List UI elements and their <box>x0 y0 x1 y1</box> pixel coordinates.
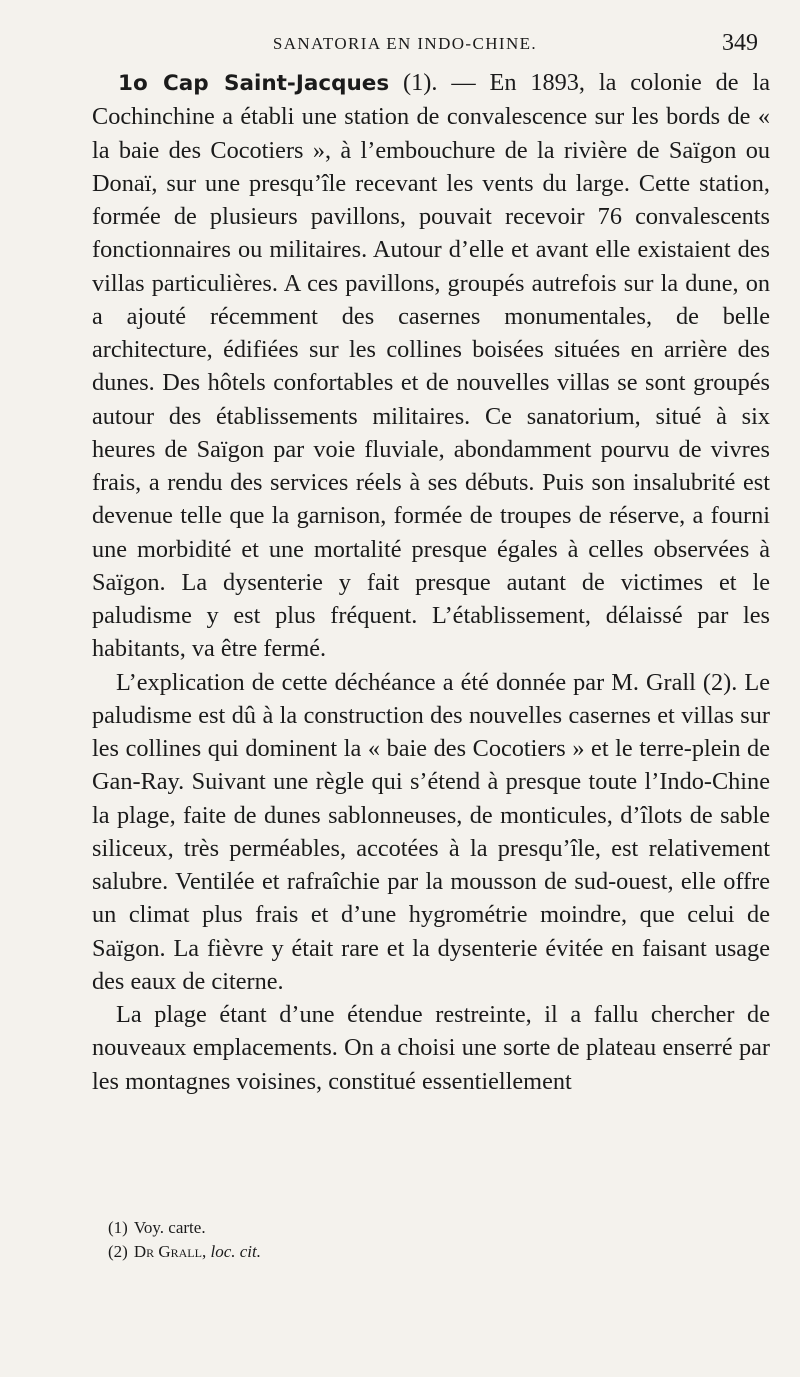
footnote-author: Dr Grall, <box>133 1242 207 1261</box>
footnotes <box>108 1216 261 1264</box>
running-title: SANATORIA EN INDO-CHINE. <box>272 34 538 53</box>
footnote-1 <box>108 1216 261 1240</box>
paragraph-2: L’explication de cette déchéance a été donnée par M. Grall (2). Le paludisme est dû à la construction des nouvelles casernes et villas sur les collines qui dominent la « baie des Cocotiers » et le terre-plein de Gan-Ray. Suivant une règle qui s’étend à presque toute l’Indo-Chine la plage, faite de dunes sablonneuses, de monticules, d’îlots de sable siliceux, très perméables, accotées à la presqu’île, est relativement salubre. Ventilée et rafraîchie par la mousson de sud-ouest, elle offre un climat plus frais et d’une hygrométrie moindre, que celui de Saïgon. La fièvre y était rare et la dysenterie évitée en faisant usage des eaux de citerne. <box>92 668 770 995</box>
footnote-mark: (2) <box>108 1242 128 1261</box>
body-text <box>92 66 770 1098</box>
paragraph-1 <box>92 66 770 666</box>
section-title: Cap Saint-Jacques <box>163 71 390 96</box>
footnote-ref-1: (1). <box>403 69 438 96</box>
paragraph-1-text: — En 1893, la colonie de la Cochinchine a établi une station de convalescence sur les bords de « la baie des Cocotiers », à l’embouchure de la rivière de Saïgon ou Donaï, sur une presqu’île recevant les vents du large. Cette station, formée de plusieurs pavillons, pouvait recevoir 76 convalescents fonctionnaires ou militaires. Autour d’elle et avant elle existaient des villas particulières. A ces pavillons, groupés autrefois sur la dune, on a ajouté récemment des casernes monumentales, de belle architecture, édifiées sur les collines boisées situées en arrière des dunes. Des hôtels confortables et de nouvelles villas se sont groupés autour des établissements militaires. Ce sanatorium, situé à six heures de Saïgon par voie fluviale, abondamment pourvu de vivres frais, a rendu des services réels à ses débuts. Puis son insalubrité est devenue telle que la garnison, formée de troupes de réserve, a fourni une morbidité et une mortalité presque égales à celles observées à Saïgon. La dysenterie y fait presque autant de victimes et le paludisme y est plus fréquent. L’établissement, délaissé par les habitants, va être fermé. <box>92 69 770 663</box>
footnote-2 <box>108 1240 261 1264</box>
page-header <box>92 30 758 62</box>
page-number: 349 <box>722 30 758 56</box>
footnote-ref: loc. cit. <box>210 1242 261 1261</box>
paragraph-3: La plage étant d’une étendue restreinte, il a fallu chercher de nouveaux emplacements. On a choisi une sorte de plateau enserré par les montagnes voisines, constitué essentiellement <box>92 1001 770 1095</box>
footnote-mark: (1) <box>108 1218 128 1237</box>
section-number: 1o <box>118 71 148 96</box>
section-heading <box>118 71 389 96</box>
footnote-text: Voy. carte. <box>133 1218 206 1237</box>
